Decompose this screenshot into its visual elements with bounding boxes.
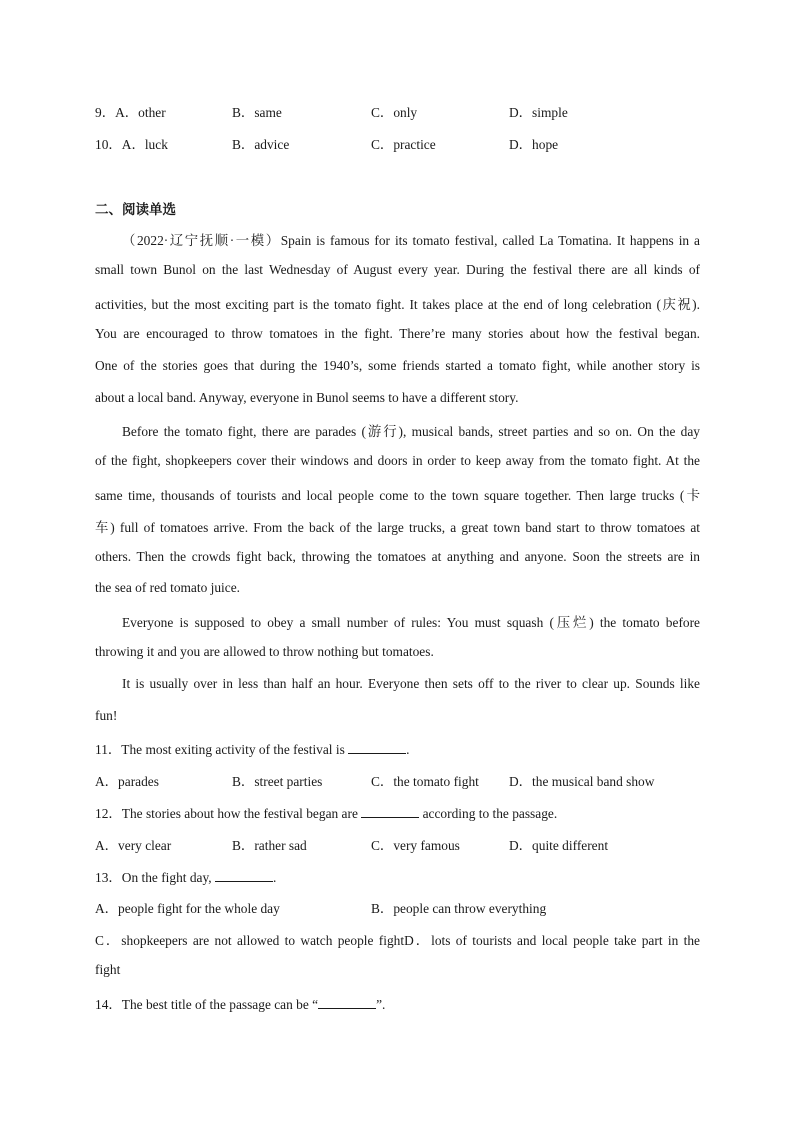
option-a: A．luck [121,137,168,152]
option-d: D．quite different [509,838,609,853]
option-c: C．the tomato fight [371,774,479,789]
passage-line: activities, but the most exciting part is the tomato fight. It takes place at the end of long celebration (庆祝). [95,297,700,312]
question-11-stem: 11．The most exiting activity of the festival is . [95,742,410,757]
option-d: D．the musical band show [509,774,655,789]
question-number: 10． [95,137,122,152]
option-b: B．rather sad [232,838,307,853]
question-13-stem: 13．On the fight day, . [95,870,277,885]
option-a: A．parades [95,774,159,789]
option-d: D．lots of tourists and local people take part in the [404,933,700,948]
option-c: C．very famous [371,838,460,853]
passage-line: the sea of red tomato juice. [95,580,241,595]
question-number: 13． [95,870,122,885]
option-d-continued: fight [95,962,121,977]
option-a: A．other [115,105,166,120]
passage-line: You are encouraged to throw tomatoes in the fight. There’re many stories about how the festival began. [95,326,700,341]
passage-line: throwing it and you are allowed to throw nothing but tomatoes. [95,644,434,659]
passage-line: fun! [95,708,118,723]
passage-line: small town Bunol on the last Wednesday of August every year. During the festival there are all kinds of [95,262,700,277]
passage-line: One of the stories goes that during the 1940’s, some friends started a tomato fight, while another story is [95,358,700,373]
question-number: 9． [95,105,116,120]
question-number: 11． [95,742,122,757]
question-number: 14． [95,997,122,1012]
question-10-options [95,134,168,153]
option-d: D．simple [509,105,568,120]
option-a: A．very clear [95,838,172,853]
passage-source: （2022·辽宁抚顺·一模） [122,233,281,248]
passage-line: It is usually over in less than half an hour. Everyone then sets off to the river to clear up. Sounds like [122,676,700,691]
passage-line: Everyone is supposed to obey a small number of rules: You must squash (压烂) the tomato before [122,615,700,630]
option-b: B．people can throw everything [371,901,547,916]
option-d: D．hope [509,137,559,152]
answer-blank [348,742,406,754]
option-c: C．practice [371,137,436,152]
passage-line: 车) full of tomatoes arrive. From the back of the large trucks, a great town band start to throw tomatoes at [95,520,700,535]
passage-line: same time, thousands of tourists and local people come to the town square together. Then large trucks (卡 [95,488,700,503]
option-b: B．street parties [232,774,323,789]
passage-line: Before the tomato fight, there are parades (游行), musical bands, street parties and so on. On the day [122,424,700,439]
passage-line: of the fight, shopkeepers cover their windows and doors in order to keep away from the tomato fight. At the [95,453,700,468]
answer-blank [361,806,419,818]
option-c: C．shopkeepers are not allowed to watch people fight [95,933,405,948]
answer-blank [318,997,376,1009]
question-12-stem: 12．The stories about how the festival began are according to the passage. [95,806,558,821]
passage-line: others. Then the crowds fight back, throwing the tomatoes at anything and anyone. Soon the streets are in [95,549,700,564]
question-14-stem: 14．The best title of the passage can be “ ”. [95,997,386,1012]
answer-blank [215,870,273,882]
option-a: A．people fight for the whole day [95,901,280,916]
option-c: C．only [371,105,418,120]
option-b: B．same [232,105,282,120]
passage-line: about a local band. Anyway, everyone in Bunol seems to have a different story. [95,390,519,405]
passage-line: （2022·辽宁抚顺·一模）Spain is famous for its tomato festival, called La Tomatina. It happens in a [122,233,700,248]
section-heading: 二、阅读单选 [95,202,176,218]
question-9-options [95,102,166,121]
option-b: B．advice [232,137,290,152]
question-number: 12． [95,806,122,821]
question-13-options-cd [95,930,700,949]
